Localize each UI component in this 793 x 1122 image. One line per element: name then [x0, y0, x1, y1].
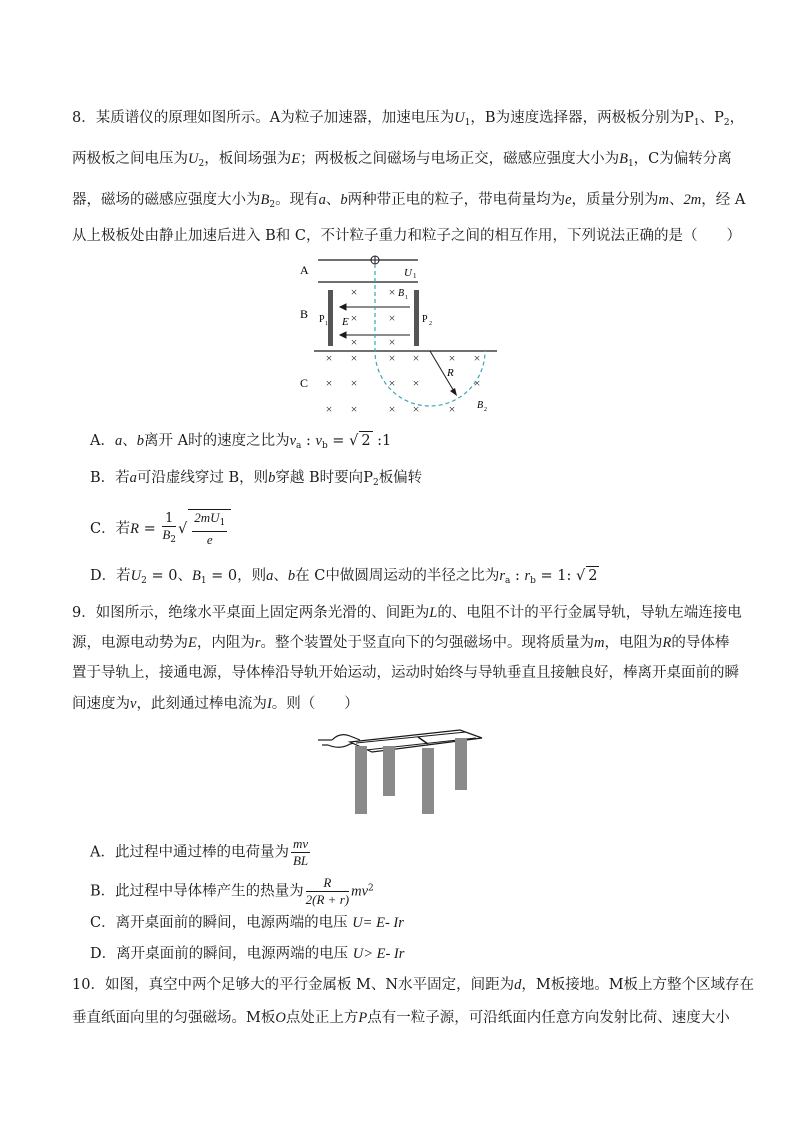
- svg-text:B: B: [300, 307, 309, 321]
- q9-line-4: 间速度为v，此刻通过棒电流为I。则（ ）: [72, 696, 359, 712]
- svg-text:U: U: [404, 267, 412, 279]
- svg-text:1: 1: [405, 295, 408, 301]
- svg-text:×: ×: [388, 311, 396, 325]
- svg-text:×: ×: [325, 351, 333, 365]
- svg-text:×: ×: [473, 351, 481, 365]
- q8-line-2: 两极板之间电压为$U_2$，板间场强为E；两极板之间磁场与电场正交，磁感应强度大小为$B_1$，C为偏转分离: [72, 151, 732, 169]
- svg-text:1: 1: [325, 321, 328, 327]
- svg-text:2: 2: [429, 321, 432, 327]
- svg-text:1: 1: [413, 272, 417, 280]
- svg-text:×: ×: [388, 285, 396, 299]
- fig-label-A: A: [300, 263, 309, 277]
- svg-text:×: ×: [325, 402, 333, 416]
- battery-icon: [318, 735, 360, 748]
- fig-c-field-crosses: [325, 351, 484, 416]
- table-leg: [383, 746, 395, 796]
- q9-line-3: 置于导轨上，接通电源，导体棒沿导轨开始运动，运动时始终与导轨垂直且接触良好，棒离开桌面前的瞬: [72, 665, 739, 681]
- svg-text:×: ×: [388, 402, 396, 416]
- plate-p2: [414, 290, 419, 346]
- svg-text:×: ×: [412, 376, 420, 390]
- svg-text:×: ×: [388, 376, 396, 390]
- svg-text:P: P: [319, 314, 325, 325]
- svg-text:P: P: [422, 314, 428, 325]
- svg-text:×: ×: [388, 335, 396, 349]
- q9-option-b[interactable]: B．此过程中导体棒产生的热量为 $\frac{R}{2(R + r)}$ $mv^2$: [90, 875, 374, 907]
- svg-text:×: ×: [350, 376, 358, 390]
- svg-text:×: ×: [412, 402, 420, 416]
- svg-text:B: B: [477, 400, 484, 411]
- svg-text:2: 2: [484, 407, 487, 413]
- q9-option-c[interactable]: C．离开桌面前的瞬间，电源两端的电压 U= E- Ir: [90, 915, 404, 931]
- svg-text:×: ×: [388, 351, 396, 365]
- svg-text:R: R: [447, 367, 454, 379]
- table-leg: [422, 748, 434, 814]
- q9-line-1: 9．如图所示，绝缘水平桌面上固定两条光滑的、间距为L的、电阻不计的平行金属导轨，导轨左端连接电: [72, 605, 742, 621]
- q8-mass-spectrometer-figure: [292, 250, 512, 420]
- q8-line-1: 8．某质谱仪的原理如图所示。A为粒子加速器，加速电压为$U_1$，B为速度选择器，两极板分别为$P_1$、$P_2$，: [72, 110, 745, 128]
- q9-line-2: 源，电源电动势为E，内阻为r。整个装置处于竖直向下的匀强磁场中。现将质量为m，电阻为R的导体棒: [72, 635, 730, 651]
- q8-line-3: 器，磁场的磁感应强度大小为$B_2$。现有a、b两种带正电的粒子，带电荷量均为e，质量分别为m、2m，经 A: [72, 192, 746, 210]
- q10-line-1: 10．如图，真空中两个足够大的平行金属板 M、N水平固定，间距为d，M板接地。M板上方整个区域存在: [72, 977, 755, 993]
- table-leg: [355, 746, 367, 814]
- svg-text:×: ×: [412, 351, 420, 365]
- svg-text:B: B: [398, 288, 405, 299]
- q9-option-a[interactable]: A．此过程中通过棒的电荷量为 $\frac{mv}{BL}$: [90, 836, 309, 868]
- q8-option-b[interactable]: B．若a可沿虚线穿过 B，则b穿越 B时要向$P_2$板偏转: [90, 470, 423, 488]
- q8-option-a[interactable]: A．a、b离开 A时的速度之比为$v_a$ : $v_b$ = √ 2 :1: [90, 433, 392, 451]
- svg-text:×: ×: [350, 335, 358, 349]
- plate-p1: [328, 290, 333, 346]
- svg-text:×: ×: [350, 311, 358, 325]
- q9-option-d[interactable]: D．离开桌面前的瞬间，电源两端的电压 U> E- Ir: [90, 946, 405, 962]
- svg-text:×: ×: [350, 402, 358, 416]
- svg-text:×: ×: [350, 351, 358, 365]
- q10-line-2: 垂直纸面向里的匀强磁场。M板O点处正上方P点有一粒子源，可沿纸面内任意方向发射比荷、速度大小: [72, 1010, 730, 1026]
- svg-text:×: ×: [350, 285, 358, 299]
- q8-line-4: 从上极板处由静止加速后进入 B和 C，不计粒子重力和粒子之间的相互作用，下列说法正确的是（ ）: [72, 228, 741, 244]
- fig-b-field-crosses: [351, 285, 396, 349]
- table-leg: [455, 738, 467, 790]
- svg-text:C: C: [300, 376, 309, 390]
- q9-table-figure: [310, 724, 490, 819]
- svg-text:×: ×: [448, 351, 456, 365]
- q8-option-c[interactable]: C．若R = $\frac{1}{B_2}$ √ $\frac{2mU_1}{e}$: [90, 509, 231, 548]
- svg-text:E: E: [342, 316, 349, 328]
- svg-text:×: ×: [473, 376, 481, 390]
- q8-option-d[interactable]: D．若$U_2 = 0$、$B_1 = 0$，则a、b在 C中做圆周运动的半径之比为$r_a$ : $r_b = 1$: √ 2: [90, 568, 598, 586]
- svg-text:×: ×: [325, 376, 333, 390]
- svg-text:×: ×: [448, 402, 456, 416]
